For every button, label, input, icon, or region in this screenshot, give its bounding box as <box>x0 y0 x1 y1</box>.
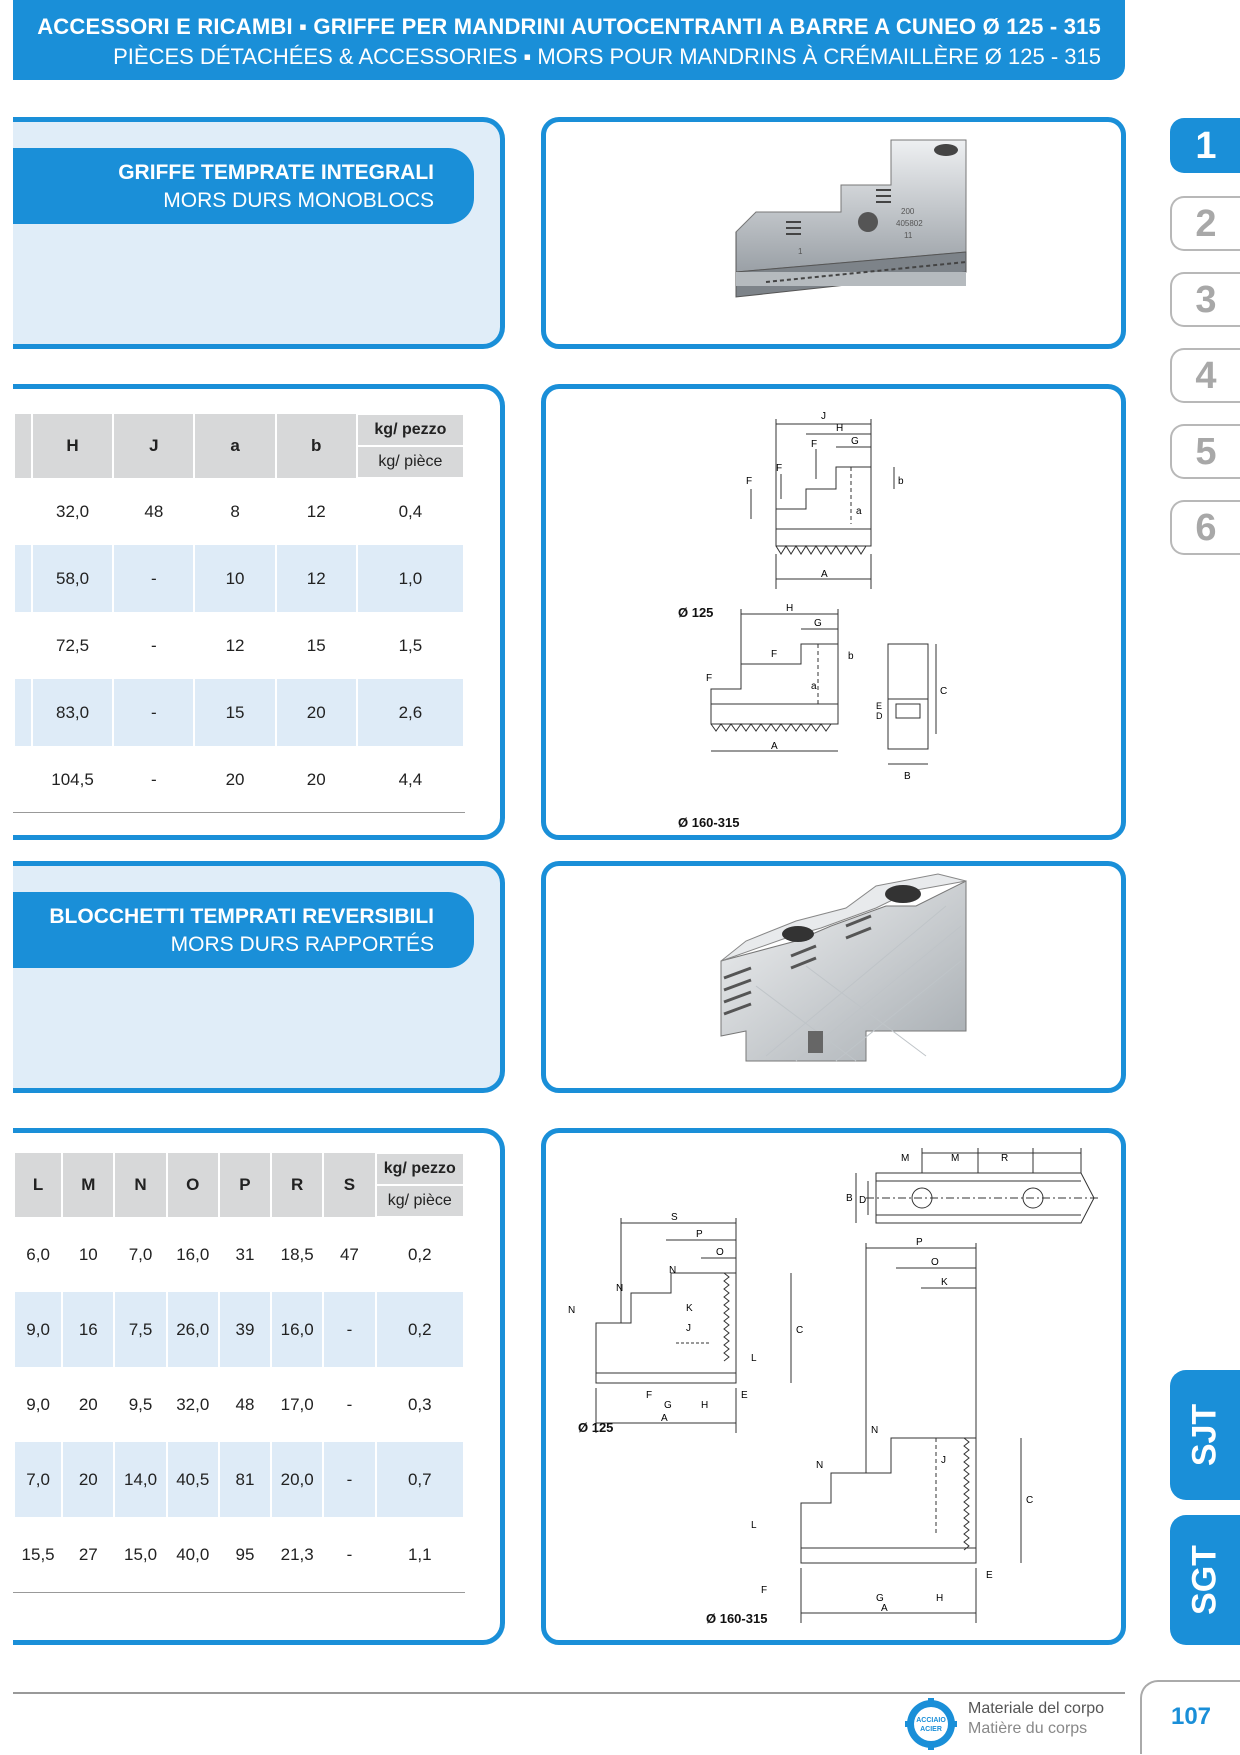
table-header-P: P <box>220 1153 270 1217</box>
tab-4[interactable]: 4 <box>1170 348 1240 403</box>
table-cell: 48 <box>235 1394 255 1414</box>
weight-header-it: kg/ pezzo <box>358 415 463 445</box>
table-row <box>15 1367 463 1442</box>
table-cell: 12 <box>306 501 326 521</box>
monoblock-jaw-photo <box>546 122 1121 344</box>
photo-mark-3: 11 <box>904 231 913 240</box>
table-header-N: N <box>115 1153 165 1217</box>
table-cell: - <box>324 1442 374 1517</box>
tab-6[interactable]: 6 <box>1170 500 1240 555</box>
material-label-it: Materiale del corpo <box>968 1700 1105 1717</box>
table-cell: 20,0 <box>272 1442 322 1517</box>
dim-F: F <box>646 1390 653 1401</box>
tab-sgt-label: SGT <box>1185 1545 1224 1615</box>
table-row <box>15 1442 463 1517</box>
dim-M-1: M <box>901 1153 910 1164</box>
dim-a-b: a <box>811 681 817 692</box>
table-cell: 20 <box>78 1394 98 1414</box>
table-cell: 48 <box>144 501 164 521</box>
dim-K: K <box>686 1303 693 1314</box>
reversible-block-photo <box>546 866 1121 1088</box>
dim-H: H <box>836 423 844 434</box>
table-cell: 12 <box>225 635 245 655</box>
table-cell: 72,5 <box>56 635 90 655</box>
dim-E-b: E <box>876 701 883 711</box>
footer-rule <box>13 1692 1125 1694</box>
dim-A-b: A <box>771 741 778 752</box>
photo-mark-1: 200 <box>901 207 915 216</box>
logo-text-top: ACCIAIO <box>916 1717 946 1724</box>
dim-S: S <box>671 1212 678 1223</box>
dim-A-b: A <box>881 1603 888 1614</box>
dim-A: A <box>821 569 828 580</box>
weight-header-it: kg/ pezzo <box>377 1154 463 1184</box>
tab-sgt[interactable] <box>1170 1515 1240 1645</box>
table-cell: 58,0 <box>33 545 113 612</box>
table-cell: - <box>324 1292 374 1367</box>
table-cell: 8 <box>230 501 240 521</box>
page-number: 107 <box>1140 1680 1240 1754</box>
dim-G: G <box>664 1400 672 1411</box>
dim-b-b: b <box>848 651 854 662</box>
table-cell: 47 <box>339 1244 359 1264</box>
table-cell: 6,0 <box>26 1244 50 1264</box>
dim-B: B <box>846 1193 853 1204</box>
table-header-b: b <box>277 414 356 478</box>
table-cell: 10 <box>78 1244 98 1264</box>
material-label-fr: Matière du corps <box>968 1720 1088 1737</box>
table-cell-stub <box>15 679 31 746</box>
table-cell: 7,5 <box>115 1292 165 1367</box>
table-bottom-rule <box>13 812 465 813</box>
dim-O: O <box>716 1247 724 1258</box>
dim-E-b: E <box>986 1570 993 1581</box>
reversible-block-technical-drawing <box>546 1133 1121 1640</box>
section1-title: GRIFFE TEMPRATE INTEGRALI <box>118 161 434 184</box>
table-row <box>15 1217 463 1292</box>
tab-sjt-label: SJT <box>1185 1403 1224 1467</box>
table-header-L: L <box>15 1153 61 1217</box>
table-cell: 4,4 <box>398 769 423 789</box>
weight-header-fr: kg/ pièce <box>358 447 463 477</box>
dim-N-1: N <box>568 1305 576 1316</box>
tab-3[interactable]: 3 <box>1170 272 1240 327</box>
dim-C-b: C <box>940 686 948 697</box>
table-cell: 20 <box>225 769 245 789</box>
dim-a: a <box>856 506 862 517</box>
dim-L-b: L <box>751 1520 757 1531</box>
table-cell: 18,5 <box>280 1244 314 1264</box>
dim-F-1: F <box>746 476 753 487</box>
table-header-J: J <box>114 414 193 478</box>
table-cell: 32,0 <box>176 1394 210 1414</box>
table-header-S: S <box>324 1153 374 1217</box>
dim-P: P <box>696 1229 703 1240</box>
dim-F-2: F <box>776 463 783 474</box>
table-row <box>15 746 463 813</box>
dim-F-b2: F <box>771 649 778 660</box>
dim-A: A <box>661 1413 668 1424</box>
table-cell: 15,5 <box>21 1544 55 1564</box>
dim-K-b: K <box>941 1277 948 1288</box>
table-row <box>15 1292 463 1367</box>
table-cell: 14,0 <box>115 1442 165 1517</box>
table-cell: 0,2 <box>407 1244 432 1264</box>
tab-sjt[interactable] <box>1170 1370 1240 1500</box>
table-header-weight <box>377 1153 463 1217</box>
section1-subtitle: MORS DURS MONOBLOCS <box>163 189 434 212</box>
dim-R: R <box>1001 1153 1009 1164</box>
table-cell: 7,0 <box>128 1244 153 1264</box>
dim-F-b1: F <box>706 673 713 684</box>
table-cell: - <box>346 1544 353 1564</box>
table-row <box>15 679 463 746</box>
drawing-label-d125: Ø 125 <box>678 605 714 620</box>
acciaio-logo <box>905 1698 957 1750</box>
table-cell: - <box>114 545 193 612</box>
table-cell: 12 <box>277 545 356 612</box>
table-cell: 26,0 <box>168 1292 218 1367</box>
table-cell: 15 <box>195 679 274 746</box>
section2-title-bar <box>13 892 474 968</box>
table-cell: 0,4 <box>398 501 423 521</box>
gear-logo-icon <box>905 1698 957 1750</box>
dim-M-2: M <box>951 1153 960 1164</box>
dim-E: E <box>741 1390 748 1401</box>
table-cell: 40,0 <box>176 1544 210 1564</box>
section2-data-table <box>13 1153 465 1592</box>
dim-b: b <box>898 476 904 487</box>
table-cell: 15,0 <box>123 1544 158 1564</box>
table-header-a: a <box>195 414 274 478</box>
page-header <box>13 0 1125 80</box>
dim-C-b: C <box>1026 1495 1034 1506</box>
table-cell: 1,0 <box>358 545 463 612</box>
section1-title-bar <box>13 148 474 224</box>
dim-L: L <box>751 1353 757 1364</box>
table-cell: - <box>151 635 157 655</box>
dim-O-b: O <box>931 1257 939 1268</box>
dim-N-b1: N <box>871 1425 879 1436</box>
table-cell: 39 <box>220 1292 270 1367</box>
table-cell-stub <box>15 746 31 813</box>
table-cell: 20 <box>63 1442 113 1517</box>
table-cell: 0,2 <box>377 1292 463 1367</box>
dim-J-b: J <box>941 1455 946 1466</box>
table-cell: 16 <box>63 1292 113 1367</box>
table-cell-stub <box>15 478 31 545</box>
table-cell: 2,6 <box>358 679 463 746</box>
tab-2[interactable]: 2 <box>1170 196 1240 251</box>
drawing-label-d125: Ø 125 <box>578 1420 614 1435</box>
table-cell-stub <box>15 545 31 612</box>
table-cell: 7,0 <box>15 1442 61 1517</box>
dim-B-b: B <box>904 771 911 782</box>
table-header-cell-blank <box>15 414 31 478</box>
section2-drawing-panel <box>541 1128 1126 1645</box>
dim-D: D <box>859 1195 867 1206</box>
drawing-label-d160-315: Ø 160-315 <box>706 1611 768 1626</box>
dim-C: C <box>796 1325 804 1336</box>
table-header-M: M <box>63 1153 113 1217</box>
section2-title: BLOCCHETTI TEMPRATI REVERSIBILI <box>49 905 434 928</box>
tab-1[interactable]: 1 <box>1170 118 1240 173</box>
dim-H-b: H <box>786 603 794 614</box>
table-cell: - <box>151 769 157 789</box>
table-cell: 9,0 <box>15 1292 61 1367</box>
table-header-weight <box>358 414 463 478</box>
logo-text-bottom: ACIER <box>920 1726 942 1733</box>
table-cell: 1,1 <box>407 1544 432 1564</box>
table-cell: 15 <box>306 635 326 655</box>
table-cell: 17,0 <box>280 1394 314 1414</box>
dim-N-3: N <box>669 1265 677 1276</box>
table-cell: 9,0 <box>26 1394 50 1414</box>
table-cell: 21,3 <box>280 1544 314 1564</box>
table-cell: 27 <box>78 1544 98 1564</box>
table-cell: 16,0 <box>272 1292 322 1367</box>
section1-table-body <box>15 478 463 813</box>
dim-P-b: P <box>916 1237 923 1248</box>
table-cell: 16,0 <box>176 1244 210 1264</box>
table-cell: 0,7 <box>377 1442 463 1517</box>
tab-5[interactable]: 5 <box>1170 424 1240 479</box>
table-header-H: H <box>33 414 113 478</box>
drawing-label-d160-315: Ø 160-315 <box>678 815 740 830</box>
table-cell: 31 <box>235 1244 255 1264</box>
dim-H: H <box>701 1400 709 1411</box>
table-cell: 83,0 <box>33 679 113 746</box>
table-cell: 20 <box>306 769 326 789</box>
table-cell: - <box>346 1394 353 1414</box>
photo-mark-4: 1 <box>798 247 803 256</box>
dim-N-b2: N <box>816 1460 824 1471</box>
monoblock-technical-drawing <box>546 389 1121 835</box>
table-cell: 81 <box>220 1442 270 1517</box>
table-row <box>15 545 463 612</box>
photo-mark-2: 405802 <box>896 219 923 228</box>
table-cell: 9,5 <box>128 1394 153 1414</box>
header-title-it: ACCESSORI E RICAMBI ▪ GRIFFE PER MANDRINI AUTOCENTRANTI A BARRE A CUNEO Ø 125 - 315 <box>37 14 1101 39</box>
section2-photo-panel <box>541 861 1126 1093</box>
section1-data-table <box>13 414 465 813</box>
table-cell: 0,3 <box>407 1394 432 1414</box>
table-cell: 95 <box>235 1544 255 1564</box>
table-cell: 1,5 <box>398 635 423 655</box>
table-row <box>15 612 463 679</box>
table-cell: 32,0 <box>56 501 90 521</box>
header-title-fr: PIÈCES DÉTACHÉES & ACCESSORIES ▪ MORS POUR MANDRINS À CRÉMAILLÈRE Ø 125 - 315 <box>113 44 1101 69</box>
section2-subtitle: MORS DURS RAPPORTÉS <box>170 933 434 956</box>
table-cell: 40,5 <box>168 1442 218 1517</box>
table-bottom-rule <box>13 1592 465 1593</box>
weight-header-fr: kg/ pièce <box>377 1186 463 1216</box>
dim-G-b: G <box>814 618 822 629</box>
dim-J: J <box>686 1323 691 1334</box>
table-cell: 20 <box>277 679 356 746</box>
section1-drawing-panel <box>541 384 1126 840</box>
table-cell: 104,5 <box>51 769 94 789</box>
table-header-R: R <box>272 1153 322 1217</box>
table-cell: 10 <box>195 545 274 612</box>
table-header-O: O <box>168 1153 218 1217</box>
table-row <box>15 1517 463 1592</box>
table-cell: - <box>114 679 193 746</box>
dim-J: J <box>821 411 826 422</box>
dim-F-3: F <box>811 439 818 450</box>
dim-H-b: H <box>936 1593 944 1604</box>
dim-F-b: F <box>761 1585 768 1596</box>
dim-D-b: D <box>876 711 883 721</box>
table-row <box>15 478 463 545</box>
table-cell-stub <box>15 612 31 679</box>
dim-N-2: N <box>616 1283 624 1294</box>
dim-G-b: G <box>876 1593 884 1604</box>
section1-photo-panel <box>541 117 1126 349</box>
section2-table-body <box>15 1217 463 1592</box>
dim-G: G <box>851 436 859 447</box>
